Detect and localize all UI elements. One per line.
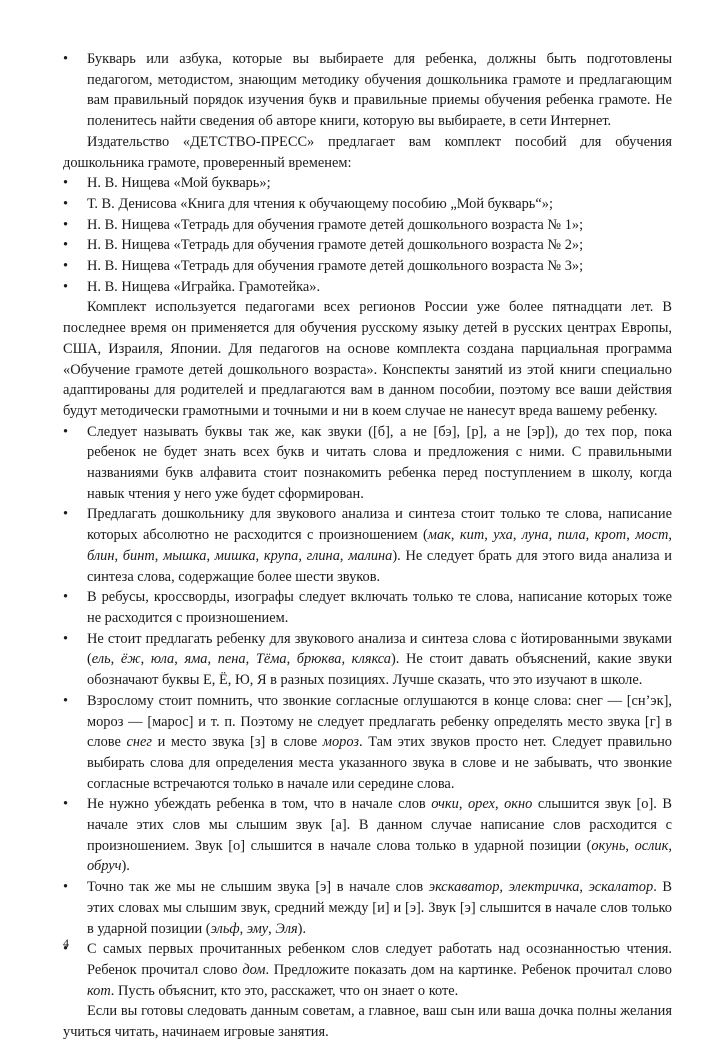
italic-term: пена [217, 651, 246, 668]
text-run: , [339, 547, 349, 564]
italic-term: яма [184, 651, 208, 668]
text-run: , [239, 920, 247, 937]
text-run: , [110, 651, 121, 668]
italic-term: мост [635, 527, 669, 544]
text-run: , [207, 651, 218, 668]
italic-term: орех [467, 796, 495, 813]
italic-term: окно [504, 796, 533, 813]
text-run: слышится звук [о]. В начале этих слов мы слышим звук [а]. В данном случае написание слов расходится с произношением. Звук [о] слышится в начале слова только в ударной позиции ( [87, 796, 672, 854]
italic-term: очки [431, 796, 459, 813]
text-run: , [154, 547, 164, 564]
text-run: Комплект используется педагогами всех регионов России уже более пятнадцати лет. В последнее время он применяется для обучения русскому языку детей в русских центрах Европы, США, Израиля, Японии. Для педагогов на основе комплекта создана парциальная программа «Обучение грамоте детей дошкольного возраста». Конспекты занятий из этой книги специально адаптированы для родителей и предлагаются вам в данном пособии, поэтому все ваши действия будут методически грамотными и точными и ни в коем случае не нанесут вреда вашему ребенку. [63, 299, 672, 419]
bullet-item [63, 194, 672, 215]
italic-term: эму [246, 920, 269, 937]
text-run: ). Не стоит давать объяснений, какие звуки обозначают буквы Е, Ё, Ю, Я в разных позициях. Лучше сказать, что это изучают в школе. [87, 651, 673, 689]
italic-term: брюква [296, 651, 342, 668]
text-run: Н. В. Нищева «Тетрадь для обучения грамоте детей дошкольного возраста № 1»; [87, 216, 584, 233]
text-run: , [298, 547, 307, 564]
italic-term: блин [87, 547, 115, 564]
italic-term: обруч [87, 858, 122, 875]
paragraph [63, 1001, 672, 1042]
paragraph [63, 132, 672, 173]
text-run: , [268, 920, 276, 937]
bullet-item [63, 877, 672, 939]
italic-term: юла [150, 651, 175, 668]
bullet-item [63, 49, 672, 132]
text-run: Следует называть буквы так же, как звуки ([б], а не [бэ], [р], а не [эр]), до тех пор, пока ребенок не будет знать всех букв и читать слова и предложения с ними. С правильными названиями букв алфавита стоит познакомить ребенка перед поступлением в школу, когда навык чтения у него уже будет сформирован. [87, 423, 672, 502]
text-run: С самых первых прочитанных ребенком слов следует работать над осознанностью чтения. Ребенок прочитал слово [87, 941, 672, 978]
text-run: . Предложите показать дом на картинке. Ребенок прочитал слово [265, 961, 673, 978]
italic-term: кит [459, 527, 485, 544]
italic-term: ёж [120, 651, 141, 668]
bullet-item [63, 939, 672, 1001]
text-run: , [585, 527, 595, 544]
bullet-item [63, 691, 672, 795]
italic-term: кот [87, 982, 111, 999]
bullet-item [63, 235, 672, 256]
italic-term: ослик [634, 837, 669, 854]
text-run: , [341, 651, 352, 668]
text-run: , [484, 527, 494, 544]
text-run: , [626, 527, 636, 544]
bullet-item [63, 422, 672, 505]
italic-term: крупа [263, 547, 299, 564]
text-run: . Там этих звуков просто нет. Следует правильно выбирать слова для определения места указанного звука в слове и не забывать, что звонкие согласные встречаются только в начале или середине слова. [87, 734, 673, 792]
text-run: Не нужно убеждать ребенка в том, что в начале слов [87, 796, 432, 813]
bullet-item [63, 587, 672, 628]
italic-term: мышка [163, 547, 207, 564]
text-run: , [245, 651, 256, 668]
text-run: , [512, 527, 522, 544]
text-run: , [450, 527, 460, 544]
text-run: Если вы готовы следовать данным советам, а главное, ваш сын или ваша дочка полны желания учиться читать, начинаем игровые занятия. [63, 1003, 672, 1041]
text-run: ). Не следует брать для этого вида анализа и синтеза слова, содержащие более шести звуков. [87, 547, 673, 585]
bullet-item [63, 629, 672, 691]
text-run: Н. В. Нищева «Играйка. Грамотейка». [87, 278, 321, 295]
text-run: Т. В. Денисова «Книга для чтения к обучающему пособию „Мой букварь“»; [87, 195, 553, 212]
italic-term: электричка [508, 879, 580, 896]
italic-term: дом [242, 961, 266, 978]
italic-term: луна [521, 527, 549, 544]
text-run: ). [297, 920, 307, 937]
italic-term: эльф [210, 920, 240, 937]
bullet-item [63, 504, 672, 587]
italic-term: Эля [275, 920, 298, 937]
page-number: 4 [63, 936, 69, 950]
italic-term: экскаватор [428, 879, 500, 896]
text-run: , [668, 837, 672, 854]
text-run: и место звука [з] в слове [152, 734, 323, 751]
page-body [63, 49, 672, 1043]
text-run: , [458, 796, 468, 813]
text-run: , [174, 651, 185, 668]
text-run: . В этих словах мы слышим звук, средний между [и] и [э]. Звук [э] слышится в начале слов только в ударной позиции ( [87, 879, 673, 937]
text-run: , [668, 527, 672, 544]
bullet-item [63, 794, 672, 877]
text-run: , [255, 547, 264, 564]
italic-term: ель [91, 651, 111, 668]
italic-term: крот [594, 527, 627, 544]
text-run: , [625, 837, 635, 854]
bullet-item [63, 215, 672, 236]
text-run: В ребусы, кроссворды, изографы следует включать только те слова, написание которых тоже не расходится с произношением. [87, 589, 672, 626]
italic-term: эскалатор [588, 879, 654, 896]
text-run: Взрослому стоит помнить, что звонкие согласные оглушаются в конце слова: снег — [сн’эк], мороз — [марос] и т. п. Поэтому не следует предлагать ребенку определять место звука [г] в слове [87, 692, 672, 751]
text-run: Издательство «ДЕТСТВО-ПРЕСС» предлагает вам комплект пособий для обучения дошкольника грамоте, проверенный временем: [63, 133, 672, 171]
italic-term: клякса [351, 651, 392, 668]
text-run: , [206, 547, 215, 564]
italic-term: мороз [322, 734, 359, 751]
text-run: , [548, 527, 558, 544]
text-run: , [140, 651, 151, 668]
text-run: , [494, 796, 505, 813]
bullet-item [63, 256, 672, 277]
italic-term: бинт [122, 547, 155, 564]
text-run: ). [121, 858, 130, 875]
text-run: . Пусть объяснит, кто это, расскажет, что он знает о коте. [110, 982, 459, 999]
text-run: Н. В. Нищева «Тетрадь для обучения грамоте детей дошкольного возраста № 3»; [87, 258, 584, 275]
italic-term: малина [348, 547, 393, 564]
bullet-item [63, 173, 672, 194]
text-run: Точно так же мы не слышим звука [э] в начале слов [87, 879, 429, 896]
bullet-item [63, 277, 672, 298]
italic-term: снег [126, 734, 153, 751]
italic-term: окунь [591, 837, 626, 854]
paragraph [63, 297, 672, 421]
italic-term: глина [306, 547, 340, 564]
italic-term: мак [427, 527, 451, 544]
text-run: Н. В. Нищева «Мой букварь»; [87, 175, 271, 192]
text-run: Н. В. Нищева «Тетрадь для обучения грамоте детей дошкольного возраста № 2»; [87, 237, 584, 254]
italic-term: Тёма [255, 651, 287, 668]
italic-term: пила [557, 527, 586, 544]
italic-term: уха [493, 527, 513, 544]
text-run: , [499, 879, 509, 896]
text-run: Предлагать дошкольнику для звукового анализа и синтеза стоит только те слова, написание которых абсолютно не расходится с произношением ( [87, 506, 672, 544]
text-run: Букварь или азбука, которые вы выбираете для ребенка, должны быть подготовлены педагогом, методистом, знающим методику обучения дошкольника грамоте и предлагающим вам правильный порядок изучения букв и правильные приемы обучения ребенка грамоте. Не поленитесь найти сведения об авторе книги, которую вы выбираете, в сети Интернет. [87, 51, 672, 130]
italic-term: мишка [214, 547, 256, 564]
text-run: , [286, 651, 297, 668]
text-run: , [579, 879, 589, 896]
text-run: , [114, 547, 123, 564]
text-run: Не стоит предлагать ребенку для звукового анализа и синтеза слова с йотированными звуками ( [87, 630, 672, 668]
